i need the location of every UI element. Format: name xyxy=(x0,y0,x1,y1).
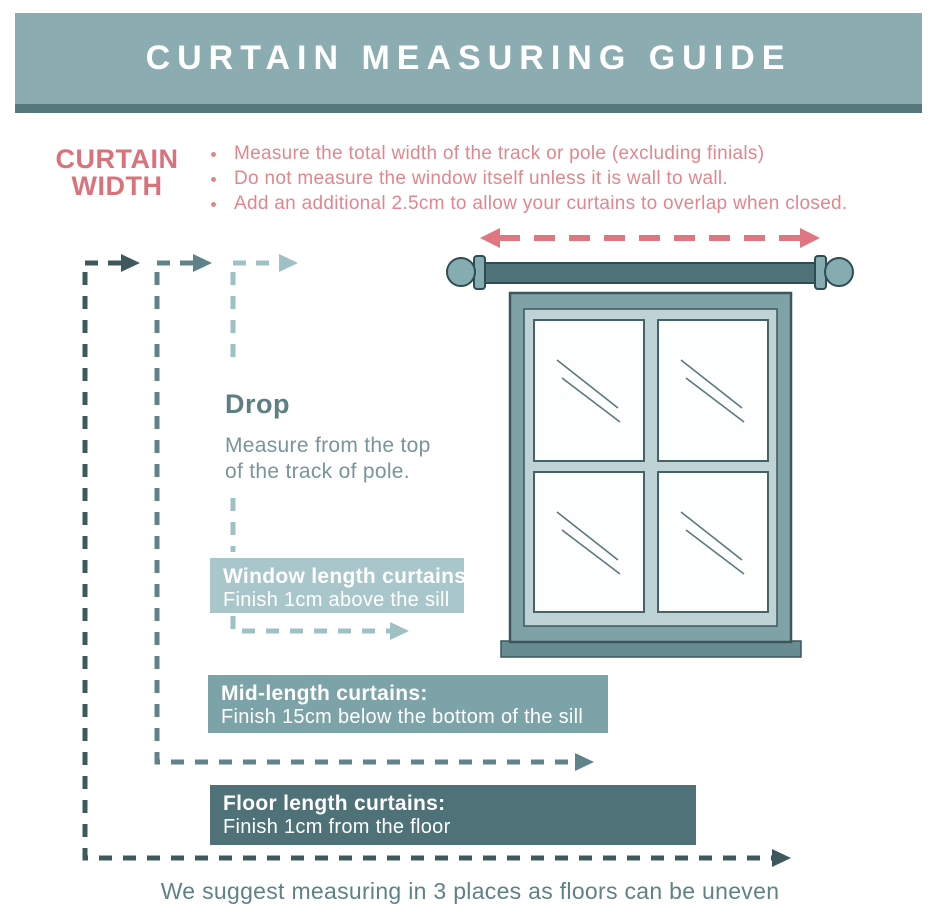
window-length-title: Window length curtains: xyxy=(223,565,474,588)
curtain-width-label-line2: WIDTH xyxy=(71,171,163,201)
bullet-item: • Measure the total width of the track or pole (excluding finials) xyxy=(228,141,940,166)
floor-length-box xyxy=(210,785,696,845)
window-length-subtitle: Finish 1cm above the sill xyxy=(223,589,450,611)
footer-note: We suggest measuring in 3 places as floors can be uneven xyxy=(160,878,780,904)
curtain-width-label-line1: CURTAIN xyxy=(55,144,179,174)
bullet-item: • Add an additional 2.5cm to allow your curtains to overlap when closed. xyxy=(228,191,940,216)
mid-length-box xyxy=(208,675,608,733)
curtain-pole-icon xyxy=(447,256,853,289)
page-title: CURTAIN MEASURING GUIDE xyxy=(145,39,792,77)
drop-description: Measure from the top of the track of pole. xyxy=(225,434,431,483)
window-length-box xyxy=(210,558,474,613)
bullet-item: • Do not measure the window itself unless it is wall to wall. xyxy=(228,166,940,191)
floor-length-subtitle: Finish 1cm from the floor xyxy=(223,816,451,838)
mid-length-title: Mid-length curtains: xyxy=(221,682,428,705)
floor-length-title: Floor length curtains: xyxy=(223,792,446,815)
width-measure-arrow-icon xyxy=(480,228,820,248)
curtain-width-bullet-list xyxy=(208,141,940,216)
window-icon xyxy=(501,293,801,657)
drop-title: Drop xyxy=(225,389,290,419)
curtain-width-label xyxy=(52,146,182,200)
mid-length-subtitle: Finish 15cm below the bottom of the sill xyxy=(221,706,584,728)
